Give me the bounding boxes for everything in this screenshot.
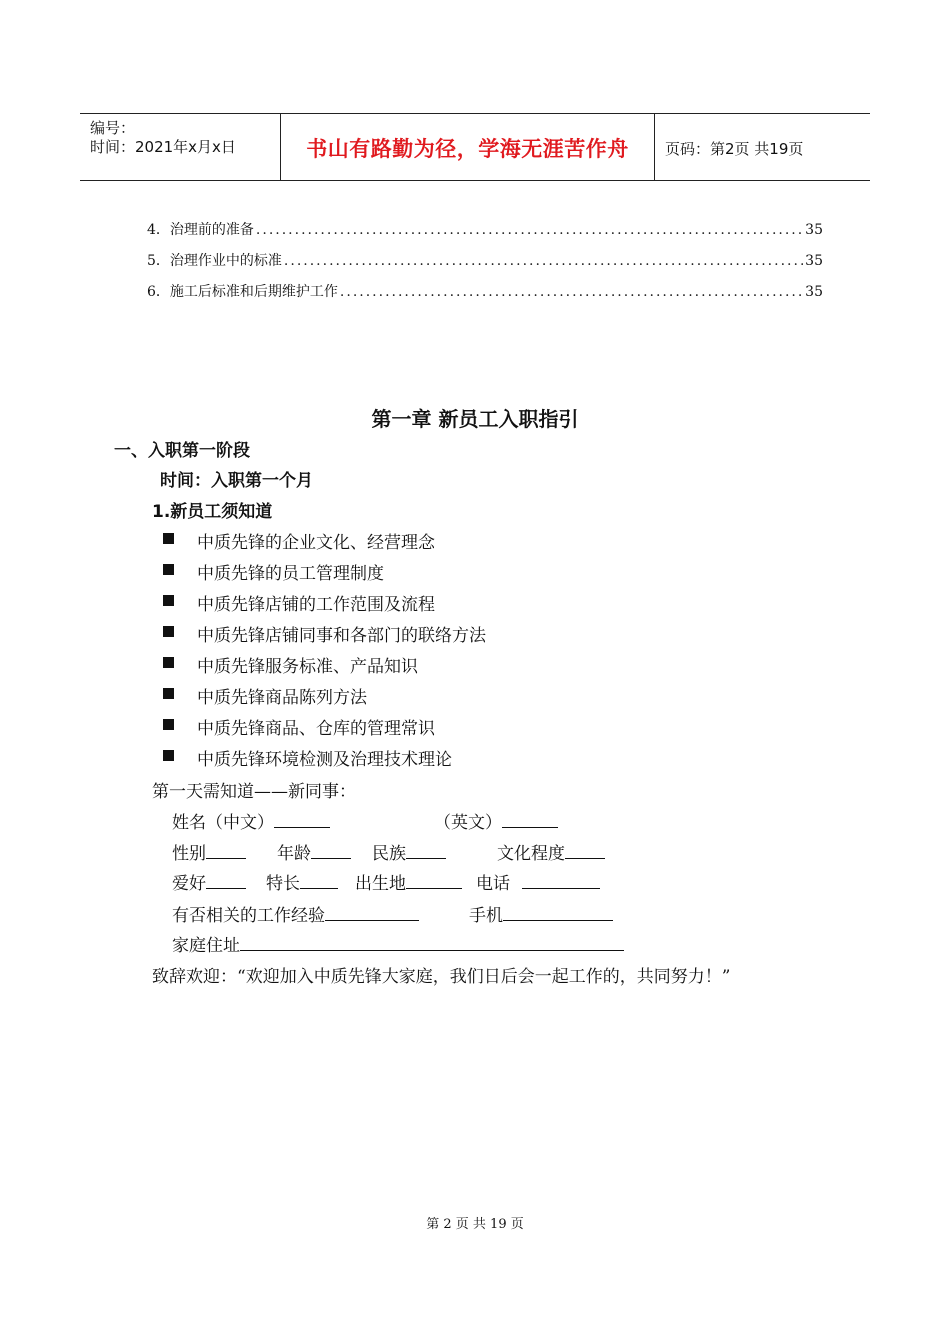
toc-entry-page: 35 [805, 284, 823, 300]
header-motto: 书山有路勤为径，学海无涯苦作舟 [306, 137, 629, 161]
list-item-text: 中质先锋的企业文化、经营理念 [197, 533, 435, 553]
address-label: 家庭住址 [172, 936, 240, 956]
experience-label: 有否相关的工作经验 [172, 906, 325, 926]
ethnicity-field[interactable] [406, 842, 446, 859]
age-field[interactable] [311, 842, 351, 859]
header-page-label: 页码：第2页 共19页 [665, 140, 804, 158]
section-title: 一、入职第一阶段 [114, 441, 250, 461]
phone-field[interactable] [522, 872, 600, 889]
form-row [266, 869, 338, 894]
list-item-text: 中质先锋商品陈列方法 [197, 688, 367, 708]
gender-field[interactable] [206, 842, 246, 859]
toc-leader-dots [340, 284, 803, 300]
time-line: 时间：入职第一个月 [160, 471, 313, 491]
form-row [172, 901, 419, 926]
form-row [355, 869, 462, 894]
form-row [476, 869, 600, 894]
list-item-text: 中质先锋店铺同事和各部门的联络方法 [197, 626, 486, 646]
toc-entry-text: 6．施工后标准和后期维护工作 [147, 284, 338, 300]
age-label: 年龄 [277, 844, 311, 864]
bullet-square-icon [163, 750, 174, 761]
toc-entry[interactable] [147, 219, 823, 239]
form-row [372, 839, 446, 864]
form-row [434, 808, 558, 833]
name-en-label: （英文） [434, 813, 502, 833]
toc-entry[interactable] [147, 281, 823, 301]
bullet-square-icon [163, 626, 174, 637]
doc-number-label: 编号： [90, 119, 136, 137]
name-en-field[interactable] [502, 811, 558, 828]
subsection-title: 1.新员工须知道 [152, 502, 273, 522]
welcome-line: 致辞欢迎：“欢迎加入中质先锋大家庭，我们日后会一起工作的，共同努力！” [152, 967, 731, 987]
intro-line: 第一天需知道——新同事： [152, 782, 356, 802]
specialty-label: 特长 [266, 874, 300, 894]
list-item-text: 中质先锋环境检测及治理技术理论 [197, 750, 452, 770]
specialty-field[interactable] [300, 872, 338, 889]
form-row [497, 839, 605, 864]
birthplace-label: 出生地 [355, 874, 406, 894]
list-item-text: 中质先锋店铺的工作范围及流程 [197, 595, 435, 615]
bullet-square-icon [163, 719, 174, 730]
page-header-table [80, 113, 870, 181]
bullet-square-icon [163, 533, 174, 544]
page-footer: 第 2 页 共 19 页 [426, 1217, 524, 1232]
chapter-title: 第一章 新员工入职指引 [371, 407, 579, 431]
toc-entry-page: 35 [805, 222, 823, 238]
form-row [469, 901, 613, 926]
address-field[interactable] [240, 934, 624, 951]
name-cn-field[interactable] [274, 811, 330, 828]
toc-entry-text: 5．治理作业中的标准 [147, 253, 282, 269]
experience-field[interactable] [325, 904, 419, 921]
bullet-square-icon [163, 595, 174, 606]
name-cn-label: 姓名（中文） [172, 813, 274, 833]
bullet-square-icon [163, 657, 174, 668]
form-row [172, 869, 246, 894]
mobile-field[interactable] [503, 904, 613, 921]
ethnicity-label: 民族 [372, 844, 406, 864]
list-item-text: 中质先锋服务标准、产品知识 [197, 657, 418, 677]
hobby-label: 爱好 [172, 874, 206, 894]
bullet-square-icon [163, 564, 174, 575]
toc-entry[interactable] [147, 250, 823, 270]
form-row [277, 839, 351, 864]
doc-time-label: 时间：2021年x月x日 [90, 138, 236, 156]
toc-entry-text: 4．治理前的准备 [147, 222, 254, 238]
toc-entry-page: 35 [805, 253, 823, 269]
education-field[interactable] [565, 842, 605, 859]
birthplace-field[interactable] [406, 872, 462, 889]
mobile-label: 手机 [469, 906, 503, 926]
phone-label: 电话 [476, 874, 510, 894]
form-row [172, 839, 246, 864]
gender-label: 性别 [172, 844, 206, 864]
toc-leader-dots [284, 253, 803, 269]
header-info-cell [80, 114, 280, 180]
toc-leader-dots [256, 222, 803, 238]
bullet-square-icon [163, 688, 174, 699]
header-divider [654, 114, 655, 180]
education-label: 文化程度 [497, 844, 565, 864]
form-row [172, 931, 624, 956]
list-item-text: 中质先锋商品、仓库的管理常识 [197, 719, 435, 739]
list-item-text: 中质先锋的员工管理制度 [197, 564, 384, 584]
form-row [172, 808, 330, 833]
hobby-field[interactable] [206, 872, 246, 889]
